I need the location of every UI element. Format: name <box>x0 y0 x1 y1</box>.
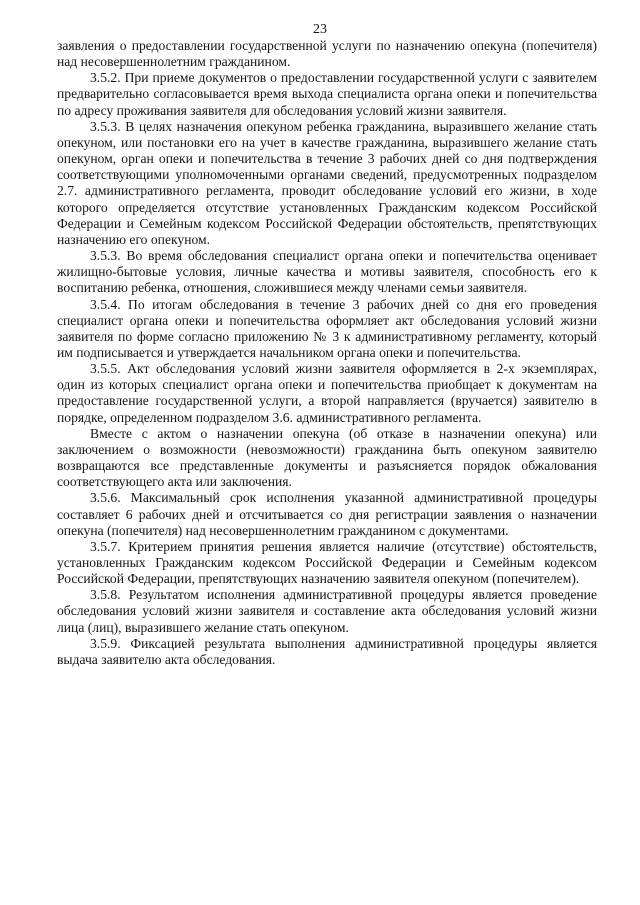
paragraph-3-5-3-a: 3.5.3. В целях назначения опекуном ребенка гражданина, выразившего желание стать опекуном, или постановки его на учет в качестве гражданина, выразившего желание стать опекуном, орган опеки и попечительства в течение 3 рабочих дней со дня подтверждения соответствующими уполномоченными органами сведений, предусмотренных подразделом 2.7. административного регламента, проводит обследование условий его жизни, в ходе которого определяется отсутствие установленных Гражданским кодексом Российской Федерации и Семейным кодексом Российской Федерации обстоятельств, препятствующих назначению его опекуном. <box>57 118 597 247</box>
paragraph-3-5-4: 3.5.4. По итогам обследования в течение 3 рабочих дней со дня его проведения специалист органа опеки и попечительства оформляет акт обследования условий жизни заявителя по форме согласно приложению № 3 к административному регламенту, который им подписывается и утверждается начальником органа опеки и попечительства. <box>57 296 597 360</box>
page-number: 23 <box>313 22 327 37</box>
paragraph-3-5-3-b: 3.5.3. Во время обследования специалист органа опеки и попечительства оценивает жилищно-бытовые условия, личные качества и мотивы заявителя, способность его к воспитанию ребенка, отношения, сложившиеся между членами семьи заявителя. <box>57 248 597 296</box>
paragraph-return-documents: Вместе с актом о назначении опекуна (об отказе в назначении опекуна) или заключением о возможности (невозможности) гражданина быть опекуном заявителю возвращаются все представленные документы и разъясняется порядок обжалования соответствующего акта или заключения. <box>57 425 597 490</box>
paragraph-3-5-6: 3.5.6. Максимальный срок исполнения указанной административной процедуры составляет 6 рабочих дней и отсчитывается со дня регистрации заявления о назначении опекуна (попечителя) над несовершеннолетним гражданином с документами. <box>57 490 597 538</box>
paragraph-3-5-2: 3.5.2. При приеме документов о предоставлении государственной услуги с заявителем предварительно согласовывается время выхода специалиста органа опеки и попечительства по адресу проживания заявителя для обследования условий жизни заявителя. <box>57 70 597 118</box>
paragraph-3-5-5: 3.5.5. Акт обследования условий жизни заявителя оформляется в 2-х экземплярах, один из которых специалист органа опеки и попечительства приобщает к документам на предоставление государственной услуги, а второй направляется (вручается) заявителю в порядке, определенном подразделом 3.6. административного регламента. <box>57 361 597 425</box>
paragraph-3-5-8: 3.5.8. Результатом исполнения административной процедуры является проведение обследования условий жизни заявителя и составление акта обследования условий жизни лица (лиц), выразившего желание стать опекуном. <box>57 587 597 635</box>
document-body <box>57 38 597 668</box>
paragraph-3-5-9: 3.5.9. Фиксацией результата выполнения административной процедуры является выдача заявителю акта обследования. <box>57 635 597 667</box>
paragraph-3-5-7: 3.5.7. Критерием принятия решения является наличие (отсутствие) обстоятельств, установленных Гражданским кодексом Российской Федерации и Семейным кодексом Российской Федерации, препятствующих назначению заявителя опекуном (попечителем). <box>57 538 597 587</box>
paragraph-continuation: заявления о предоставлении государственной услуги по назначению опекуна (попечителя) над несовершеннолетним гражданином. <box>57 38 597 70</box>
